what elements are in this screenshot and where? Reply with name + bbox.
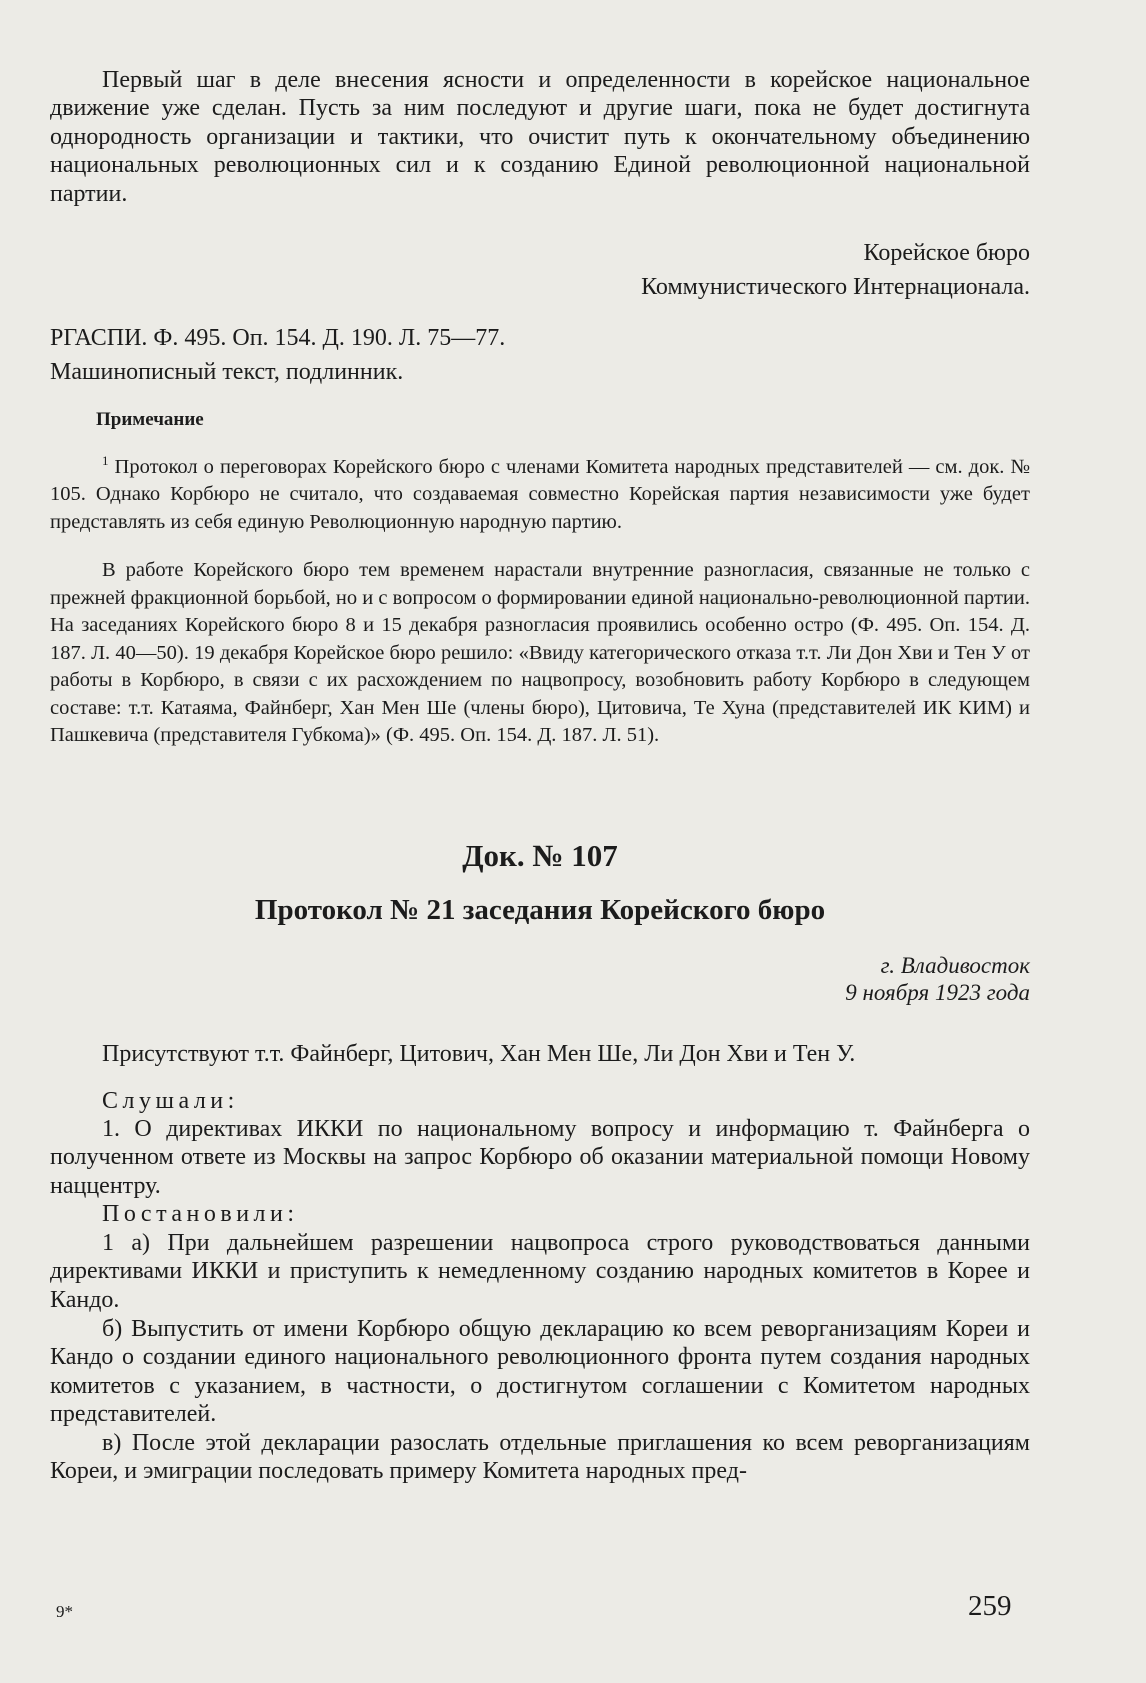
note-paragraph-1 [50,447,1030,536]
signature-mark: 9* [56,1602,73,1621]
note-text-1: Протокол о переговорах Корейского бюро с членами Комитета народных представителей — см. док. № 105. Однако Корбюро не считало, что создаваемая совместно Корейская партия независимости уже будет представлять из себя единую Революционную народную партию. [50,455,1030,533]
text-type: Машинописный текст, подлинник. [50,359,404,385]
archive-citation: РГАСПИ. Ф. 495. Оп. 154. Д. 190. Л. 75—77. [50,325,506,351]
resolved-item-c: в) После этой декларации разослать отдельные приглашения ко всем реворганизациям Кореи, и эмиграции последовать примеру Комитета народных пред- [50,1430,1030,1485]
document-title: Протокол № 21 заседания Корейского бюро [254,894,826,926]
document-place: г. Владивосток [880,953,1030,978]
signature-line-1: Корейское бюро [863,240,1030,266]
signature-block [50,236,1030,304]
document-place-date [50,952,1030,1006]
note-heading: Примечание [96,409,204,430]
present-line: Присутствуют т.т. Файнберг, Цитович, Хан Мен Ше, Ли Дон Хви и Тен У. [102,1041,856,1067]
note-heading-wrap [50,409,1030,431]
document-date: 9 ноября 1923 года [845,980,1030,1005]
source-reference [50,321,1030,389]
heard-label: Слушали: [102,1088,239,1114]
note-paragraph-2: В работе Корейского бюро тем временем нарастали внутренние разногласия, связанные не только с прежней фракционной борьбой, но и с вопросом о формировании единой национально-революционной партии. На заседаниях Корейского бюро 8 и 15 декабря разногласия проявились особенно остро (Ф. 495. Оп. 154. Д. 187. Л. 40—50). 19 декабря Корейское бюро решило: «Ввиду категорического отказа т.т. Ли Дон Хви и Тен У от работы в Корбюро, в связи с их расхождением по нацвопросу, возобновить работу Корбюро в следующем составе: т.т. Катаяма, Файнберг, Хан Мен Ше (члены бюро), Цитовича, Те Хуна (представителей ИК КИМ) и Пашкевича (представителя Губкома)» (Ф. 495. Оп. 154. Д. 187. Л. 51). [50,559,1030,746]
footnote-marker: 1 [102,453,109,468]
page-number: 259 [968,1590,1012,1622]
heard-item-1: 1. О директивах ИККИ по национальному вопросу и информацию т. Файнберга о полученном ответе из Москвы на запрос Корбюро об оказании материальной помощи Новому наццентру. [50,1116,1030,1199]
signature-line-2: Коммунистического Интернационала. [641,274,1030,300]
document-number: Док. № 107 [462,838,618,873]
resolved-item-a: 1 а) При дальнейшем разрешении нацвопроса строго руководствоваться данными директивами ИККИ и приступить к немедленному созданию народных комитетов в Корее и Кандо. [50,1230,1030,1313]
continuation-paragraph: Первый шаг в деле внесения ясности и определенности в корейское национальное движение уже сделан. Пусть за ним последуют и другие шаги, пока не будет достигнута однородность организации и тактики, что очистит путь к окончательному объединению национальных революционных сил и к созданию Единой революционной национальной партии. [50,67,1030,207]
resolved-label: Постановили: [102,1201,299,1227]
resolved-item-b: б) Выпустить от имени Корбюро общую декларацию ко всем реворганизациям Кореи и Кандо о создании единого национального революционного фронта путем создания народных комитетов с указанием, в частности, о достигнутом соглашении с Комитетом народных представителей. [50,1316,1030,1428]
